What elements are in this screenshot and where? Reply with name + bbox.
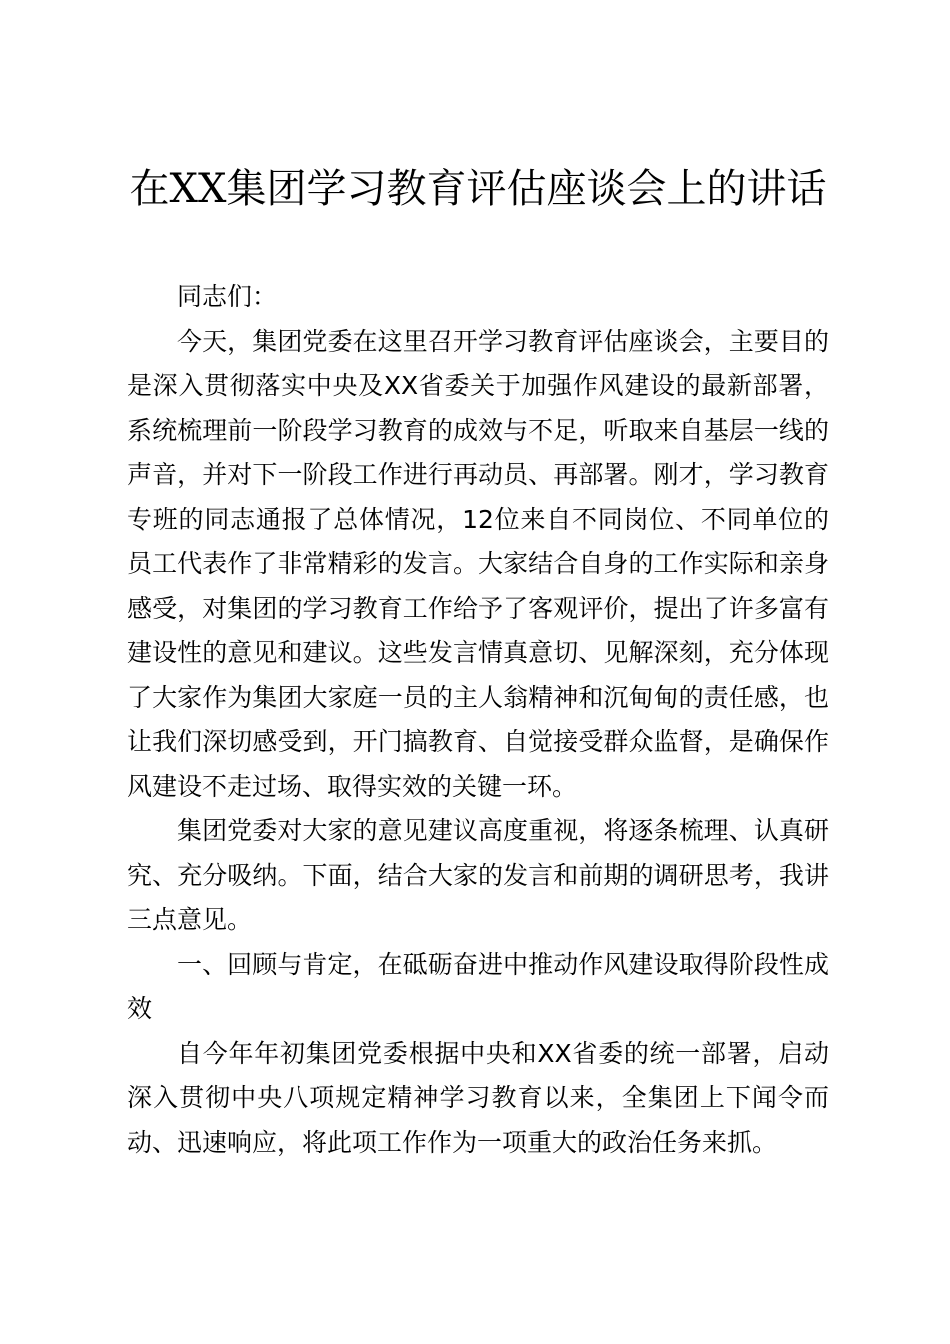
document-title: 在XX集团学习教育评估座谈会上的讲话 (129, 166, 827, 212)
paragraph-section-1: 自今年年初集团党委根据中央和XX省委的统一部署，启动深入贯彻中央八项规定精神学习教育以来，全集团上下闻令而动、迅速响应，将此项工作作为一项重大的政治任务来抓。 (127, 1038, 829, 1157)
paragraph-transition: 集团党委对大家的意见建议高度重视，将逐条梳理、认真研究、充分吸纳。下面，结合大家的发言和前期的调研思考，我讲三点意见。 (127, 816, 829, 934)
paragraph-intro: 今天，集团党委在这里召开学习教育评估座谈会，主要目的是深入贯彻落实中央及XX省委关于加强作风建设的最新部署，系统梳理前一阶段学习教育的成效与不足，听取来自基层一线的声音，并对下一阶段工作进行再动员、再部署。刚才，学习教育专班的同志通报了总体情况，12位来自不同岗位、不同单位的员工代表作了非常精彩的发言。大家结合自身的工作实际和亲身感受，对集团的学习教育工作给予了客观评价，提出了许多富有建设性的意见和建议。这些发言情真意切、见解深刻，充分体现了大家作为集团大家庭一员的主人翁精神和沉甸甸的责任感，也让我们深切感受到，开门搞教育、自觉接受群众监督，是确保作风建设不走过场、取得实效的关键一环。 (127, 326, 829, 801)
salutation: 同志们： (177, 282, 278, 311)
document-body (127, 275, 829, 1165)
section-heading-1: 一、回顾与肯定，在砥砺奋进中推动作风建设取得阶段性成效 (127, 949, 829, 1023)
